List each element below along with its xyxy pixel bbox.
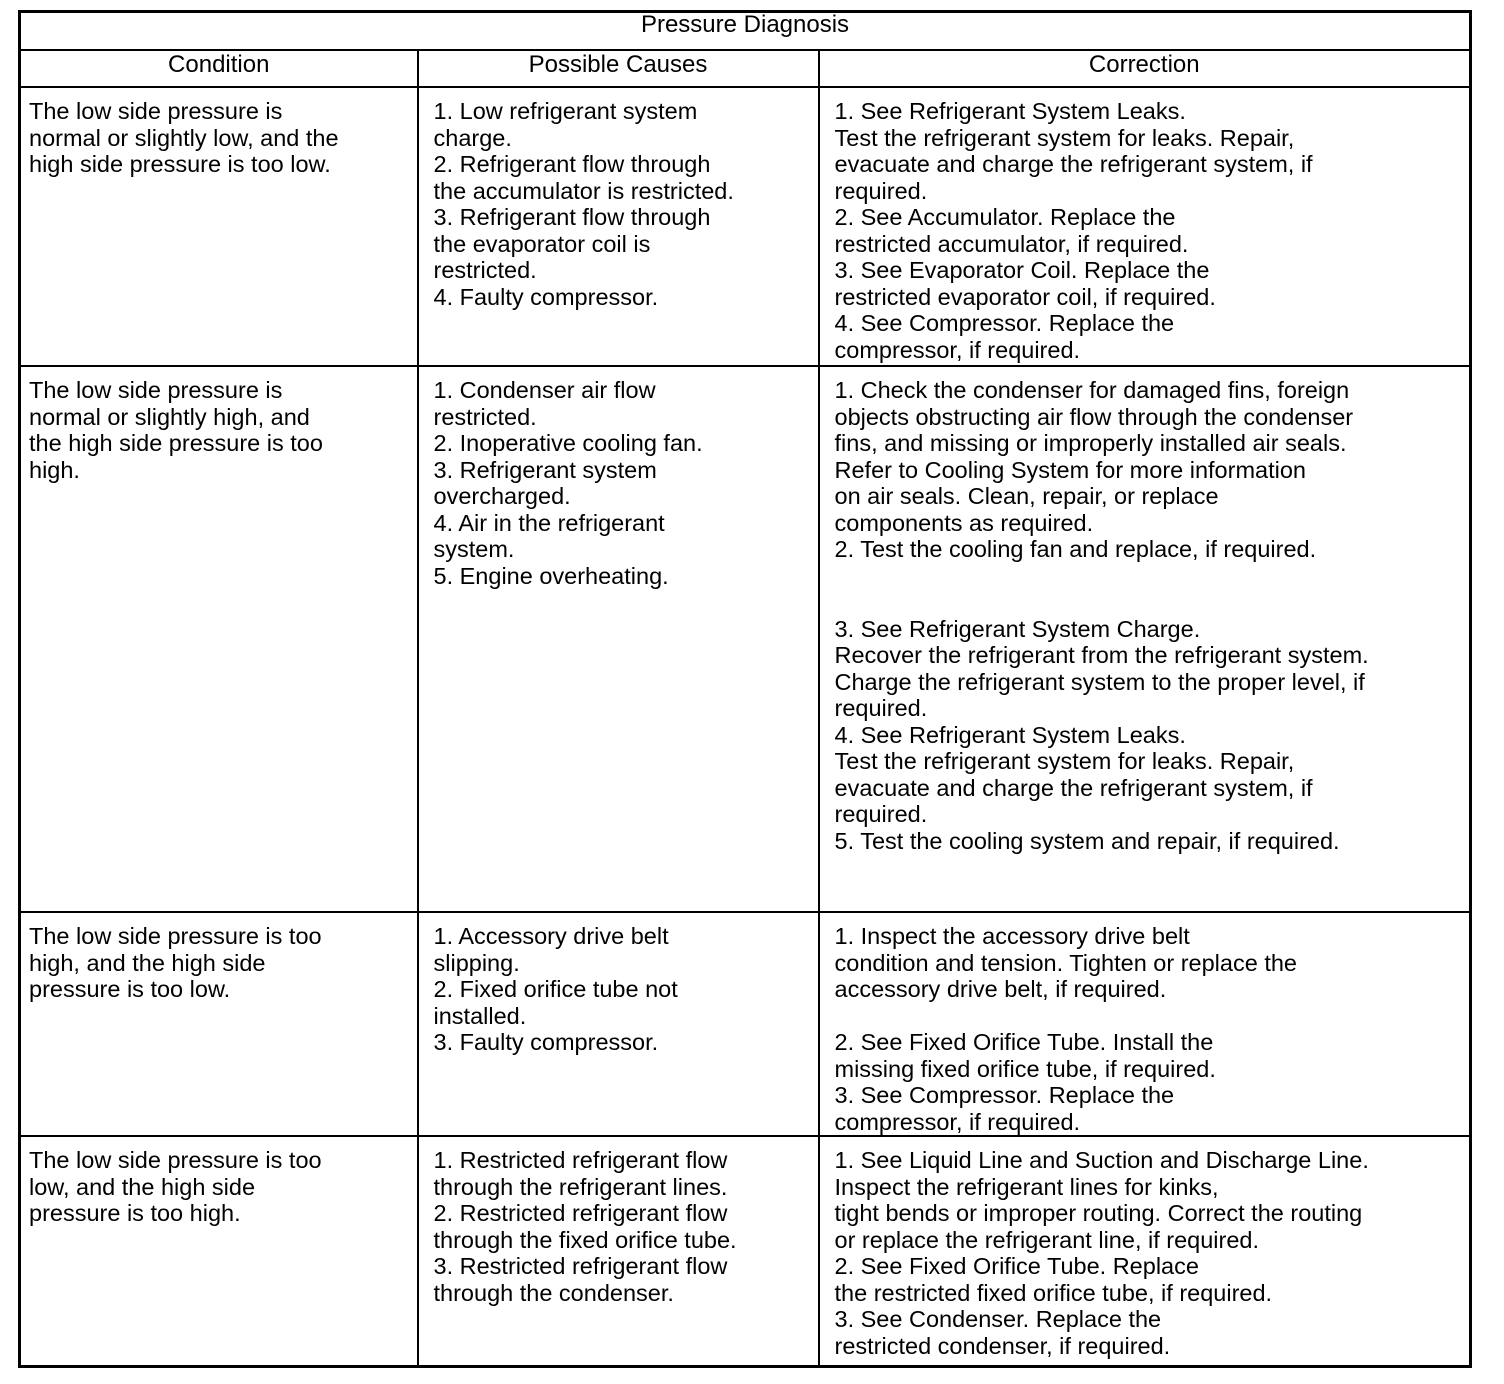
condition-text: The low side pressure is too high, and the high side pressure is too low. — [29, 923, 322, 1002]
condition-text: The low side pressure is too low, and the high side pressure is too high. — [29, 1147, 322, 1226]
causes-text: 1. Condenser air flow restricted. 2. Inoperative cooling fan. 3. Refrigerant system overcharged. 4. Air in the refrigerant system. 5. Engine overheating. — [433, 377, 703, 589]
correction-cell — [819, 912, 1471, 1136]
causes-text: 1. Low refrigerant system charge. 2. Refrigerant flow through the accumulator is restricted. 3. Refrigerant flow through the evaporator coil is restricted. 4. Faulty compressor. — [433, 98, 734, 310]
table-row — [20, 87, 1471, 366]
correction-text: 1. See Liquid Line and Suction and Discharge Line. Inspect the refrigerant lines for kinks, tight bends or improper routing. Correct the routing or replace the refrigerant line, if required. 2. See Fixed Orifice Tube. Replace the restricted fixed orifice tube, if required. 3. See Condenser. Replace the restricted condenser, if required. — [834, 1147, 1369, 1359]
table-row — [20, 1136, 1471, 1367]
pressure-diagnosis-table — [18, 10, 1472, 1368]
condition-cell — [20, 1136, 418, 1367]
column-header-correction: Correction — [819, 50, 1471, 87]
correction-text: 1. See Refrigerant System Leaks. Test the refrigerant system for leaks. Repair, evacuate and charge the refrigerant system, if required. 2. See Accumulator. Replace the restricted accumulator, if required. 3. See Evaporator Coil. Replace the restricted evaporator coil, if required. 4. See Compressor. Replace the compressor, if required. — [834, 98, 1313, 363]
correction-text: 1. Inspect the accessory drive belt condition and tension. Tighten or replace the accessory drive belt, if required. 2. See Fixed Orifice Tube. Install the missing fixed orifice tube, if required. 3. See Compressor. Replace the compressor, if required. — [834, 923, 1297, 1135]
causes-cell — [418, 366, 819, 912]
correction-cell — [819, 87, 1471, 366]
correction-cell — [819, 1136, 1471, 1367]
condition-cell — [20, 366, 418, 912]
correction-text: 1. Check the condenser for damaged fins, foreign objects obstructing air flow through the condenser fins, and missing or improperly installed air seals. Refer to Cooling System for more information on air seals. Clean, repair, or replace components as required. 2. Test the cooling fan and replace, if required. 3. See Refrigerant System Charge. Recover the refrigerant from the refrigerant system. Charge the refrigerant system to the proper level, if required. 4. See Refrigerant System Leaks. Test the refrigerant system for leaks. Repair, evacuate and charge the refrigerant system, if required. 5. Test the cooling system and repair, if required. — [834, 377, 1369, 854]
condition-text: The low side pressure is normal or slightly high, and the high side pressure is too high. — [29, 377, 323, 483]
correction-cell — [819, 366, 1471, 912]
table-row — [20, 912, 1471, 1136]
column-header-possible-causes: Possible Causes — [418, 50, 819, 87]
causes-text: 1. Restricted refrigerant flow through the refrigerant lines. 2. Restricted refrigerant flow through the fixed orifice tube. 3. Restricted refrigerant flow through the condenser. — [433, 1147, 737, 1306]
condition-cell — [20, 87, 418, 366]
condition-cell — [20, 912, 418, 1136]
causes-cell — [418, 87, 819, 366]
table-title: Pressure Diagnosis — [20, 12, 1471, 51]
causes-text: 1. Accessory drive belt slipping. 2. Fixed orifice tube not installed. 3. Faulty compressor. — [433, 923, 678, 1055]
table-row — [20, 366, 1471, 912]
causes-cell — [418, 912, 819, 1136]
condition-text: The low side pressure is normal or slightly low, and the high side pressure is too low. — [29, 98, 339, 177]
column-header-condition: Condition — [20, 50, 418, 87]
causes-cell — [418, 1136, 819, 1367]
